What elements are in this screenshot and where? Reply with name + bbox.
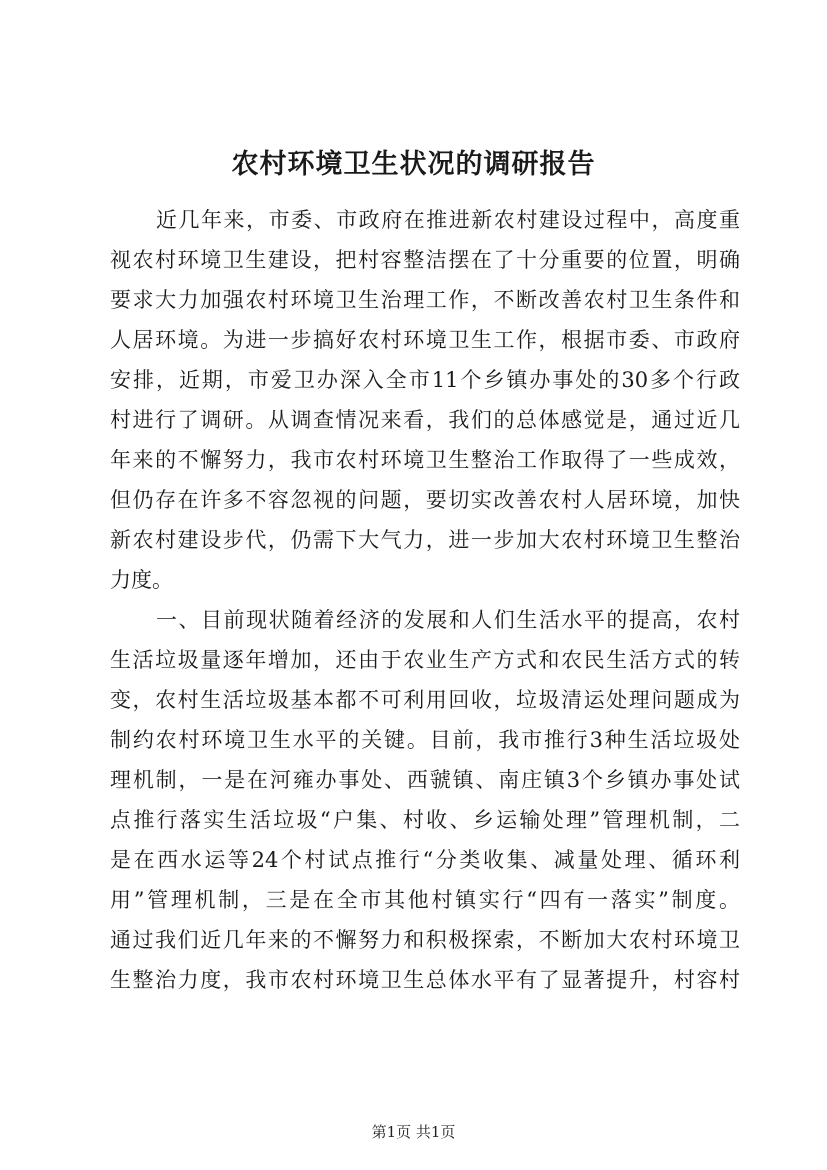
text-line: 但仍存在许多不容忽视的问题，要切实改善农村人居环境，加快 [110,488,740,512]
text-line: 生整治力度，我市农村环境卫生总体水平有了显著提升，村容村 [110,968,740,992]
text-line: 安排，近期，市爱卫办深入全市11个乡镇办事处的30多个行政 [110,368,740,392]
document-title: 农村环境卫生状况的调研报告 [231,149,596,180]
text-line: 通过我们近几年来的不懈努力和积极探索，不断加大农村环境卫 [110,928,740,952]
text-line: 制约农村环境卫生水平的关键。目前，我市推行3种生活垃圾处 [110,728,740,752]
text-line: 要求大力加强农村环境卫生治理工作，不断改善农村卫生条件和 [110,288,740,312]
text-line: 变，农村生活垃圾基本都不可利用回收，垃圾清运处理问题成为 [110,688,740,712]
page-number-footer: 第1页 共1页 [371,1123,456,1141]
text-line: 点推行落实生活垃圾“户集、村收、乡运输处理”管理机制，二 [110,808,740,832]
text-line: 用”管理机制，三是在全市其他村镇实行“四有一落实”制度。 [110,888,740,912]
document-body [110,200,740,1000]
text-line: 一、目前现状随着经济的发展和人们生活水平的提高，农村 [156,608,740,632]
text-line: 生活垃圾量逐年增加，还由于农业生产方式和农民生活方式的转 [110,648,740,672]
text-line: 年来的不懈努力，我市农村环境卫生整治工作取得了一些成效， [110,448,740,472]
paragraph-2 [110,600,740,1000]
paragraph-1 [110,200,740,600]
text-line: 视农村环境卫生建设，把村容整洁摆在了十分重要的位置，明确 [110,248,740,272]
text-line: 村进行了调研。从调查情况来看，我们的总体感觉是，通过近几 [110,408,740,432]
text-line: 人居环境。为进一步搞好农村环境卫生工作，根据市委、市政府 [110,328,740,352]
text-line: 理机制，一是在河雍办事处、西虢镇、南庄镇3个乡镇办事处试 [110,768,740,792]
text-line: 是在西水运等24个村试点推行“分类收集、减量处理、循环利 [110,848,740,872]
text-line: 新农村建设步代，仍需下大气力，进一步加大农村环境卫生整治 [110,528,740,552]
text-line: 力度。 [110,568,173,592]
text-line: 近几年来，市委、市政府在推进新农村建设过程中，高度重 [156,208,740,232]
